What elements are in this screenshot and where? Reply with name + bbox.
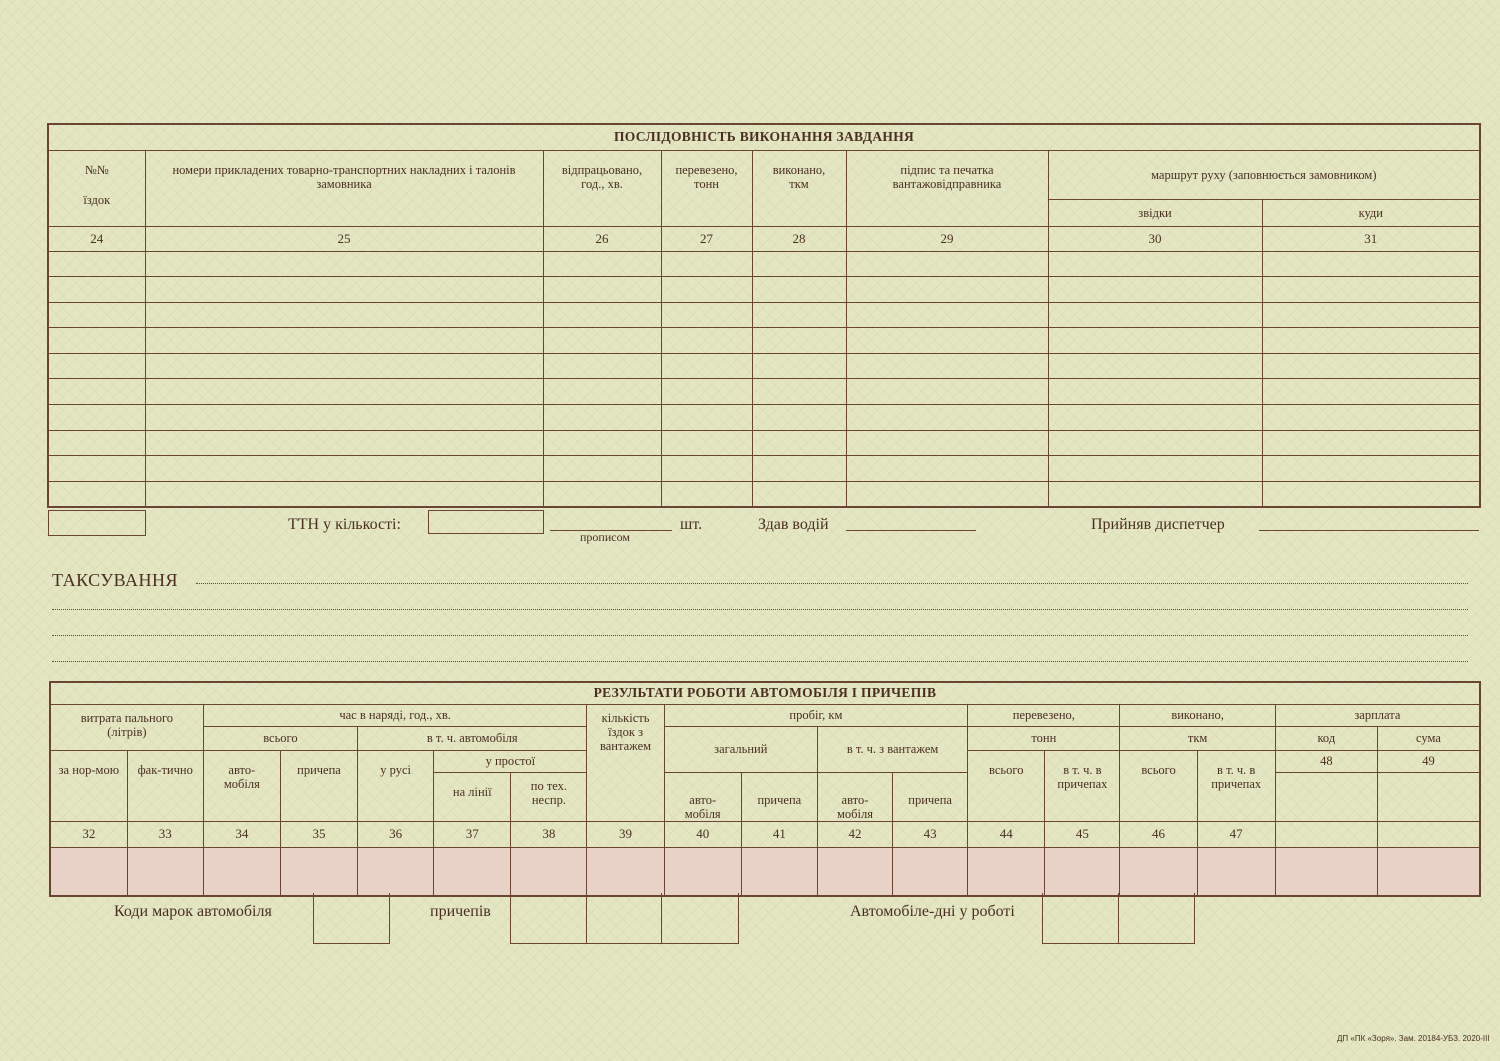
sequence-cell[interactable]	[145, 405, 543, 431]
performed-total-header: всього	[1120, 750, 1197, 821]
results-entry-cell[interactable]	[1275, 847, 1377, 896]
sequence-cell[interactable]	[48, 302, 145, 328]
sequence-cell[interactable]	[1048, 405, 1262, 431]
sequence-cell[interactable]	[846, 277, 1048, 303]
sequence-cell[interactable]	[846, 353, 1048, 379]
results-entry-cell[interactable]	[203, 847, 280, 896]
results-title: РЕЗУЛЬТАТИ РОБОТИ АВТОМОБІЛЯ І ПРИЧЕПІВ	[50, 682, 1480, 704]
sequence-cell[interactable]	[1262, 302, 1480, 328]
sequence-row	[48, 456, 1480, 482]
route-to-header: куди	[1262, 199, 1480, 226]
salary-code-number: 48	[1275, 750, 1377, 772]
sequence-cell[interactable]	[145, 379, 543, 405]
sequence-cell[interactable]	[48, 379, 145, 405]
sequence-cell[interactable]	[1262, 430, 1480, 456]
salary-sum-header: сума	[1377, 726, 1480, 750]
in-words-label: прописом	[580, 530, 630, 544]
column-number: 24	[48, 226, 145, 251]
hours-moving-header: у русі	[358, 750, 434, 821]
sequence-cell[interactable]	[1048, 481, 1262, 507]
column-number: 39	[587, 821, 664, 847]
sequence-cell[interactable]	[661, 302, 752, 328]
sequence-row	[48, 302, 1480, 328]
loaded-trips-header: кількість їздок з вантажем	[587, 704, 664, 821]
results-entry-cell[interactable]	[1197, 847, 1275, 896]
taxation-line[interactable]	[196, 583, 1468, 584]
results-entry-cell[interactable]	[434, 847, 511, 896]
sequence-cell[interactable]	[1262, 456, 1480, 482]
duty-hours-header: час в наряді, год., хв.	[203, 704, 587, 726]
sequence-cell[interactable]	[543, 456, 661, 482]
sequence-row	[48, 328, 1480, 354]
results-entry-cell[interactable]	[50, 847, 127, 896]
sequence-row	[48, 353, 1480, 379]
sequence-cell[interactable]	[1262, 379, 1480, 405]
sequence-cell[interactable]	[846, 379, 1048, 405]
sequence-cell[interactable]	[752, 481, 846, 507]
sequence-cell[interactable]	[48, 405, 145, 431]
column-number: 31	[1262, 226, 1480, 251]
sequence-cell[interactable]	[661, 277, 752, 303]
sequence-cell[interactable]	[543, 302, 661, 328]
sequence-row	[48, 405, 1480, 431]
idle-tech-fault-header: по тех. неспр.	[511, 772, 587, 821]
column-number: 32	[50, 821, 127, 847]
results-entry-cell[interactable]	[280, 847, 357, 896]
trailers-label: причепів	[430, 903, 491, 920]
dispatcher-label: Прийняв диспетчер	[1091, 516, 1225, 533]
results-table	[49, 681, 1481, 897]
sequence-cell[interactable]	[48, 430, 145, 456]
sequence-cell[interactable]	[48, 456, 145, 482]
column-number: 28	[752, 226, 846, 251]
sequence-row	[48, 481, 1480, 507]
sequence-cell[interactable]	[752, 430, 846, 456]
transported-trailers-header: в т. ч. в причепах	[1045, 750, 1120, 821]
taxation-line[interactable]	[52, 635, 1468, 636]
column-number: 26	[543, 226, 661, 251]
brand-codes-label: Коди марок автомобіля	[114, 903, 272, 920]
sequence-cell[interactable]	[145, 302, 543, 328]
column-number: 29	[846, 226, 1048, 251]
pieces-label: шт.	[680, 516, 703, 533]
idle-header: у простої	[434, 750, 587, 772]
route-header: маршрут руху (заповнюється замовником)	[1048, 150, 1480, 199]
sequence-cell[interactable]	[48, 328, 145, 354]
mileage-total-car-header: авто-мобіля	[664, 772, 741, 821]
mileage-loaded-car-header: авто-мобіля	[817, 772, 892, 821]
sequence-cell[interactable]	[145, 481, 543, 507]
sequence-cell[interactable]	[1048, 456, 1262, 482]
sequence-cell[interactable]	[661, 430, 752, 456]
sequence-cell[interactable]	[48, 251, 145, 277]
results-entry-cell[interactable]	[1377, 847, 1480, 896]
car-days-box[interactable]	[1118, 893, 1195, 944]
print-imprint: ДП «ПК «Зоря». Зам. 20184-УБЗ. 2020-ІІІ	[1337, 1034, 1490, 1043]
waybill-numbers-header: номери прикладених товарно-транспортних накладних і талонів замовника	[145, 150, 543, 226]
sequence-cell[interactable]	[1048, 328, 1262, 354]
salary-sum-number: 49	[1377, 750, 1480, 772]
performed-tkm-header: виконано, ткм	[752, 150, 846, 226]
sequence-table	[47, 123, 1481, 508]
sequence-cell[interactable]	[846, 251, 1048, 277]
sequence-cell[interactable]	[145, 456, 543, 482]
results-column-number-row	[50, 821, 1480, 847]
sequence-cell[interactable]	[145, 251, 543, 277]
sequence-cell[interactable]	[145, 277, 543, 303]
salary-sum-cell[interactable]	[1377, 772, 1480, 821]
transported-header: перевезено,	[968, 704, 1120, 726]
tons-header: тонн	[968, 726, 1120, 750]
sequence-cell[interactable]	[661, 405, 752, 431]
mileage-total-header: загальний	[664, 726, 817, 772]
sequence-cell[interactable]	[1048, 277, 1262, 303]
sequence-cell[interactable]	[1262, 481, 1480, 507]
column-number: 30	[1048, 226, 1262, 251]
ttn-count-box[interactable]	[428, 510, 544, 534]
trips-label: їздок	[83, 192, 111, 207]
performed-trailers-header: в т. ч. в причепах	[1197, 750, 1275, 821]
sequence-cell[interactable]	[543, 430, 661, 456]
taxation-label: ТАКСУВАННЯ	[52, 570, 179, 590]
ttn-count-label: ТТН у кількості:	[288, 516, 401, 533]
results-entry-cell[interactable]	[127, 847, 203, 896]
column-number: 27	[661, 226, 752, 251]
sequence-cell[interactable]	[846, 302, 1048, 328]
results-entry-cell[interactable]	[358, 847, 434, 896]
sequence-row	[48, 430, 1480, 456]
brand-code-box[interactable]	[313, 893, 390, 944]
column-number: 35	[280, 821, 357, 847]
results-entry-cell[interactable]	[664, 847, 741, 896]
mileage-total-trailer-header: причепа	[741, 772, 817, 821]
sequence-cell[interactable]	[145, 353, 543, 379]
sequence-cell[interactable]	[846, 456, 1048, 482]
sequence-cell[interactable]	[752, 302, 846, 328]
column-number: 37	[434, 821, 511, 847]
column-number: 25	[145, 226, 543, 251]
salary-code-header: код	[1275, 726, 1377, 750]
driver-signature-line[interactable]	[846, 530, 976, 531]
sequence-cell[interactable]	[661, 481, 752, 507]
column-number: 44	[968, 821, 1045, 847]
trailer-code-box[interactable]	[586, 893, 662, 944]
trailer-code-box[interactable]	[662, 893, 739, 944]
results-entry-cell[interactable]	[511, 847, 587, 896]
sequence-row	[48, 251, 1480, 277]
sequence-cell[interactable]	[1048, 251, 1262, 277]
sequence-row	[48, 277, 1480, 303]
sequence-cell[interactable]	[846, 328, 1048, 354]
fuel-actual-header: фак-тично	[127, 750, 203, 821]
results-entry-cell[interactable]	[1045, 847, 1120, 896]
salary-code-cell[interactable]	[1275, 772, 1377, 821]
car-days-label: Автомобіле-дні у роботі	[850, 903, 1015, 920]
sequence-cell[interactable]	[1048, 302, 1262, 328]
sequence-cell[interactable]	[752, 456, 846, 482]
column-number: 33	[127, 821, 203, 847]
column-number: 40	[664, 821, 741, 847]
results-entry-cell[interactable]	[741, 847, 817, 896]
hours-total-header: всього	[203, 726, 357, 750]
hours-trailer-header: причепа	[280, 750, 357, 821]
sequence-cell[interactable]	[752, 379, 846, 405]
sequence-cell[interactable]	[543, 481, 661, 507]
taxation-line[interactable]	[52, 661, 1468, 662]
sequence-title: ПОСЛІДОВНІСТЬ ВИКОНАННЯ ЗАВДАННЯ	[48, 124, 1480, 150]
transported-total-header: всього	[968, 750, 1045, 821]
column-number: 36	[358, 821, 434, 847]
performed-header: виконано,	[1120, 704, 1275, 726]
sequence-cell[interactable]	[48, 353, 145, 379]
column-number: 46	[1120, 821, 1197, 847]
salary-code-number-cell	[1275, 821, 1377, 847]
sequence-cell[interactable]	[752, 277, 846, 303]
bleed-through	[725, 64, 729, 81]
mileage-loaded-trailer-header: причепа	[893, 772, 968, 821]
route-from-header: звідки	[1048, 199, 1262, 226]
sequence-cell[interactable]	[1262, 251, 1480, 277]
signature-header: підпис та печатка вантажовідправника	[846, 150, 1048, 226]
idle-on-line-header: на лінії	[434, 772, 511, 821]
sequence-cell[interactable]	[752, 405, 846, 431]
sequence-cell[interactable]	[1048, 353, 1262, 379]
sequence-cell[interactable]	[846, 405, 1048, 431]
sequence-cell[interactable]	[48, 277, 145, 303]
column-number: 41	[741, 821, 817, 847]
fuel-norm-header: за нор-мою	[50, 750, 127, 821]
transported-tons-header: перевезено, тонн	[661, 150, 752, 226]
results-entry-cell[interactable]	[1120, 847, 1197, 896]
sequence-cell[interactable]	[543, 379, 661, 405]
sequence-cell[interactable]	[1262, 328, 1480, 354]
driver-label: Здав водій	[758, 516, 829, 533]
column-number-row	[48, 226, 1480, 251]
sequence-cell[interactable]	[661, 379, 752, 405]
dispatcher-signature-line[interactable]	[1259, 530, 1479, 531]
sequence-cell[interactable]	[661, 251, 752, 277]
sequence-cell[interactable]	[543, 328, 661, 354]
sequence-cell[interactable]	[1262, 353, 1480, 379]
hours-incl-car-header: в т. ч. автомобіля	[358, 726, 587, 750]
sequence-cell[interactable]	[1262, 405, 1480, 431]
column-number: 47	[1197, 821, 1275, 847]
sequence-cell[interactable]	[145, 430, 543, 456]
trip-number-header	[48, 150, 145, 226]
sequence-cell[interactable]	[1262, 277, 1480, 303]
column-number: 38	[511, 821, 587, 847]
results-entry-cell[interactable]	[968, 847, 1045, 896]
sequence-cell[interactable]	[145, 328, 543, 354]
column-number: 42	[817, 821, 892, 847]
salary-header: зарплата	[1275, 704, 1480, 726]
sequence-cell[interactable]	[752, 328, 846, 354]
car-days-box[interactable]	[1042, 893, 1119, 944]
sequence-cell[interactable]	[661, 353, 752, 379]
results-entry-cell[interactable]	[587, 847, 664, 896]
sequence-cell[interactable]	[543, 353, 661, 379]
hours-car-header: авто-мобіля	[203, 750, 280, 821]
column-number: 45	[1045, 821, 1120, 847]
trip-number-label: №№	[84, 162, 109, 177]
sequence-cell[interactable]	[1048, 379, 1262, 405]
trip-count-box[interactable]	[48, 510, 146, 536]
column-number: 43	[893, 821, 968, 847]
sequence-cell[interactable]	[48, 481, 145, 507]
mileage-header: пробіг, км	[664, 704, 968, 726]
taxation-line[interactable]	[52, 609, 1468, 610]
sequence-cell[interactable]	[846, 481, 1048, 507]
column-number: 34	[203, 821, 280, 847]
tkm-header: ткм	[1120, 726, 1275, 750]
results-entry-row	[50, 847, 1480, 896]
mileage-loaded-header: в т. ч. з вантажем	[817, 726, 967, 772]
sequence-cell[interactable]	[846, 430, 1048, 456]
sequence-cell[interactable]	[543, 405, 661, 431]
worked-hours-header: відпрацьовано, год., хв.	[543, 150, 661, 226]
sequence-row	[48, 379, 1480, 405]
sequence-cell[interactable]	[752, 353, 846, 379]
sequence-cell[interactable]	[543, 251, 661, 277]
salary-sum-number-cell	[1377, 821, 1480, 847]
sequence-cell[interactable]	[752, 251, 846, 277]
sequence-cell[interactable]	[661, 328, 752, 354]
results-entry-cell[interactable]	[893, 847, 968, 896]
fuel-header: витрата пального (літрів)	[50, 704, 203, 750]
sequence-cell[interactable]	[1048, 430, 1262, 456]
sequence-cell[interactable]	[661, 456, 752, 482]
trailer-code-box[interactable]	[510, 893, 587, 944]
results-entry-cell[interactable]	[817, 847, 892, 896]
sequence-cell[interactable]	[543, 277, 661, 303]
